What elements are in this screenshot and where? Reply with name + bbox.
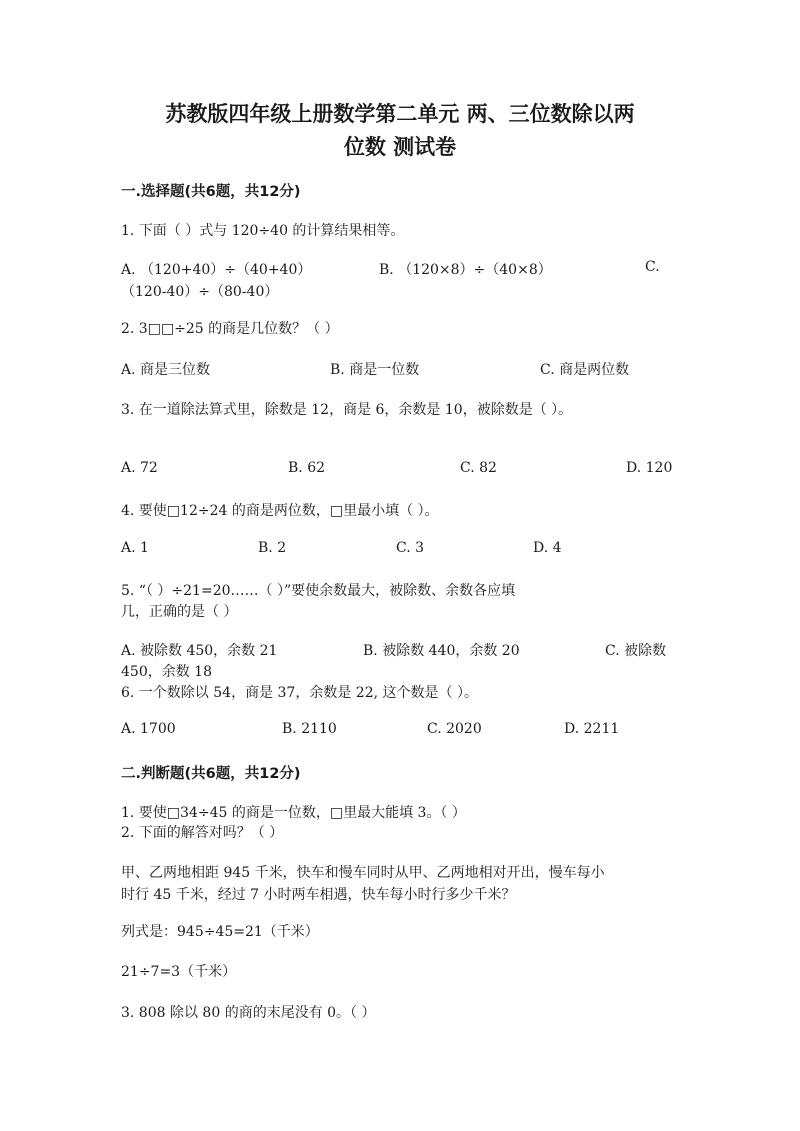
question-6-stem: 6. 一个数除以 54，商是 37，余数是 22, 这个数是（ ）。 [121, 685, 478, 701]
question-5-option-c-text: 450，余数 18 [121, 664, 212, 680]
question-1-option-c-text: （120-40）÷（80-40） [121, 284, 279, 300]
question-3-option-d: D. 120 [626, 460, 673, 476]
question-5-stem-line-1: 5. “（ ）÷21=20……（ ）”要使余数最大，被除数、余数各应填 [121, 583, 516, 599]
question-6-option-b: B. 2110 [282, 721, 337, 737]
question-1-option-b: B. （120×8）÷（40×8） [379, 262, 552, 278]
question-6-option-c: C. 2020 [427, 721, 482, 737]
judgement-question-2-calc-1: 列式是：945÷45=21（千米） [121, 924, 319, 940]
question-2-stem: 2. 3□□÷25 的商是几位数？（ ） [121, 321, 339, 337]
question-4-option-a: A. 1 [121, 540, 149, 556]
page-title-line-1: 苏教版四年级上册数学第二单元 两、三位数除以两 [165, 102, 635, 126]
question-4-option-c: C. 3 [396, 540, 425, 556]
judgement-question-2-text-line-1: 甲、乙两地相距 945 千米，快车和慢车同时从甲、乙两地相对开出，慢车每小 [121, 865, 605, 881]
question-1-option-c-label: C. [645, 259, 660, 275]
question-1-stem: 1. 下面（ ）式与 120÷40 的计算结果相等。 [121, 223, 405, 239]
question-5-option-a: A. 被除数 450，余数 21 [121, 643, 278, 659]
question-5-stem-line-2: 几，正确的是（ ） [121, 604, 238, 620]
question-3-option-b: B. 62 [288, 460, 326, 476]
judgement-question-1: 1. 要使□34÷45 的商是一位数，□里最大能填 3。（ ） [121, 805, 466, 821]
judgement-question-2: 2. 下面的解答对吗？（ ） [121, 825, 284, 841]
question-3-option-c: C. 82 [460, 460, 497, 476]
question-2-option-b: B. 商是一位数 [330, 362, 420, 378]
question-2-option-a: A. 商是三位数 [121, 362, 211, 378]
judgement-question-2-text-line-2: 时行 45 千米，经过 7 小时两车相遇，快车每小时行多少千米？ [121, 887, 516, 903]
question-5-option-c-label: C. 被除数 [605, 643, 667, 659]
question-1-option-a: A. （120+40）÷（40+40） [121, 262, 312, 278]
judgement-question-2-calc-2: 21÷7=3（千米） [121, 964, 237, 980]
question-2-option-c: C. 商是两位数 [540, 362, 630, 378]
question-5-option-b: B. 被除数 440，余数 20 [363, 643, 520, 659]
question-3-stem: 3. 在一道除法算式里，除数是 12，商是 6，余数是 10，被除数是（ ）。 [121, 402, 573, 418]
question-4-stem: 4. 要使□12÷24 的商是两位数，□里最小填（ ）。 [121, 503, 439, 519]
question-4-option-b: B. 2 [258, 540, 287, 556]
question-3-option-a: A. 72 [121, 460, 158, 476]
section-heading-choice: 一.选择题(共6题，共12分) [121, 184, 301, 200]
question-6-option-a: A. 1700 [121, 721, 176, 737]
page-title-line-2: 位数 测试卷 [343, 135, 457, 159]
section-heading-judgement: 二.判断题(共6题，共12分) [121, 766, 301, 782]
judgement-question-3: 3. 808 除以 80 的商的末尾没有 0。（ ） [121, 1005, 376, 1021]
question-6-option-d: D. 2211 [564, 721, 620, 737]
question-4-option-d: D. 4 [533, 540, 562, 556]
